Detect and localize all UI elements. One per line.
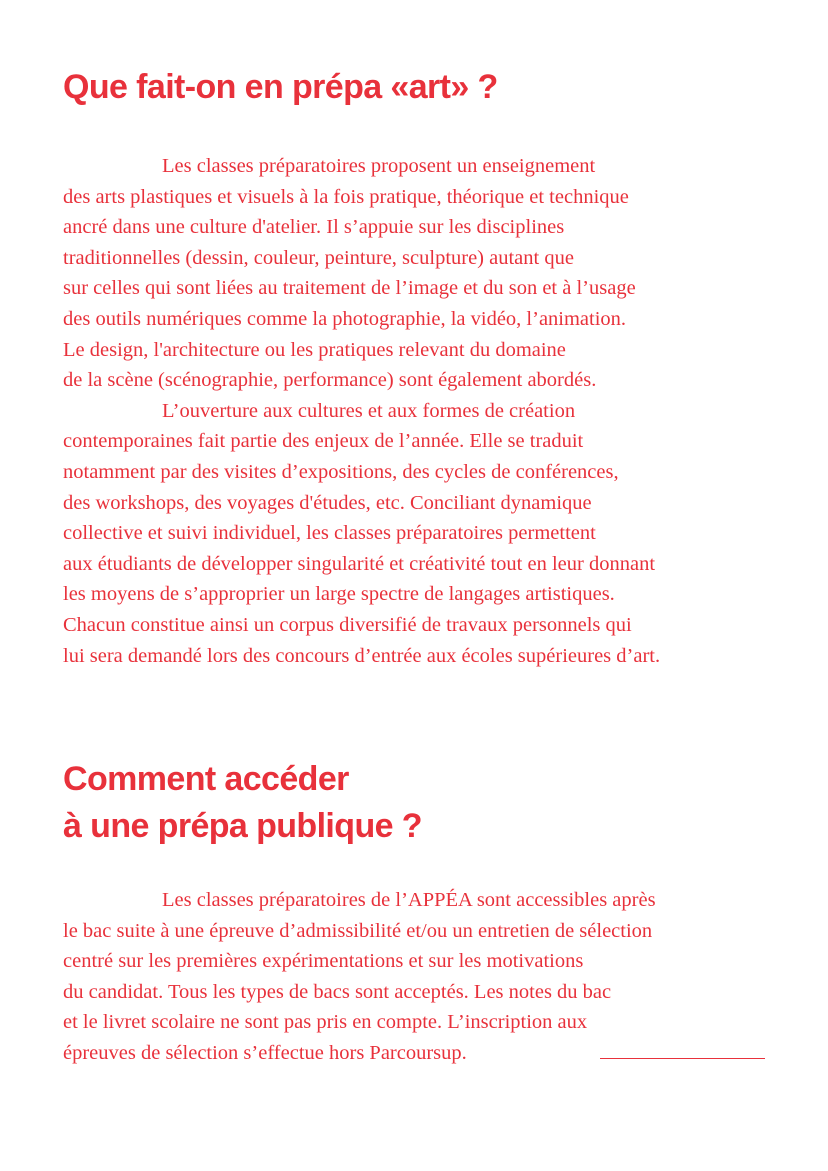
section-heading-prepa-art [63, 64, 498, 111]
end-rule-divider [600, 1058, 765, 1059]
section-heading-prepa-publique [63, 756, 422, 850]
paragraph-line: et le livret scolaire ne sont pas pris en compte. L’inscription aux [63, 1011, 588, 1034]
paragraph-line: sur celles qui sont liées au traitement de l’image et du son et à l’usage [63, 277, 636, 300]
paragraph-prepa-art [63, 151, 660, 671]
paragraph-line: collective et suivi individuel, les classes préparatoires permettent [63, 522, 596, 545]
paragraph-line: Le design, l'architecture ou les pratiques relevant du domaine [63, 338, 566, 361]
heading-line: Que fait-on en prépa «art» ? [63, 68, 498, 106]
heading-line: à une prépa publique ? [63, 807, 422, 845]
paragraph-line: ancré dans une culture d'atelier. Il s’appuie sur les disciplines [63, 216, 565, 239]
paragraph-line: des outils numériques comme la photographie, la vidéo, l’animation. [63, 307, 627, 330]
paragraph-line: lui sera demandé lors des concours d’entrée aux écoles supérieures d’art. [63, 644, 661, 667]
paragraph-line: notamment par des visites d’expositions, des cycles de conférences, [63, 460, 619, 483]
paragraph-line: du candidat. Tous les types de bacs sont acceptés. Les notes du bac [63, 980, 612, 1003]
paragraph-line: Chacun constitue ainsi un corpus diversifié de travaux personnels qui [63, 613, 632, 636]
paragraph-line: les moyens de s’approprier un large spectre de langages artistiques. [63, 583, 615, 606]
heading-line: Comment accéder [63, 760, 349, 798]
paragraph-line: aux étudiants de développer singularité et créativité tout en leur donnant [63, 552, 656, 575]
paragraph-line: Les classes préparatoires proposent un enseignement [162, 155, 596, 177]
paragraph-line: centré sur les premières expérimentations et sur les motivations [63, 950, 584, 973]
paragraph-line: des arts plastiques et visuels à la fois pratique, théorique et technique [63, 185, 629, 208]
paragraph-line: de la scène (scénographie, performance) sont également abordés. [63, 369, 597, 392]
paragraph-line: des workshops, des voyages d'études, etc. Conciliant dynamique [63, 491, 592, 514]
paragraph-line: le bac suite à une épreuve d’admissibilité et/ou un entretien de sélection [63, 919, 653, 942]
paragraph-line: Les classes préparatoires de l’APPÉA sont accessibles après [162, 889, 656, 911]
paragraph-line: L’ouverture aux cultures et aux formes de création [162, 399, 576, 422]
paragraph-prepa-publique [63, 885, 656, 1069]
paragraph-line: traditionnelles (dessin, couleur, peinture, sculpture) autant que [63, 246, 574, 269]
paragraph-line: épreuves de sélection s’effectue hors Parcoursup. [63, 1041, 467, 1064]
paragraph-line: contemporaines fait partie des enjeux de l’année. Elle se traduit [63, 430, 584, 453]
